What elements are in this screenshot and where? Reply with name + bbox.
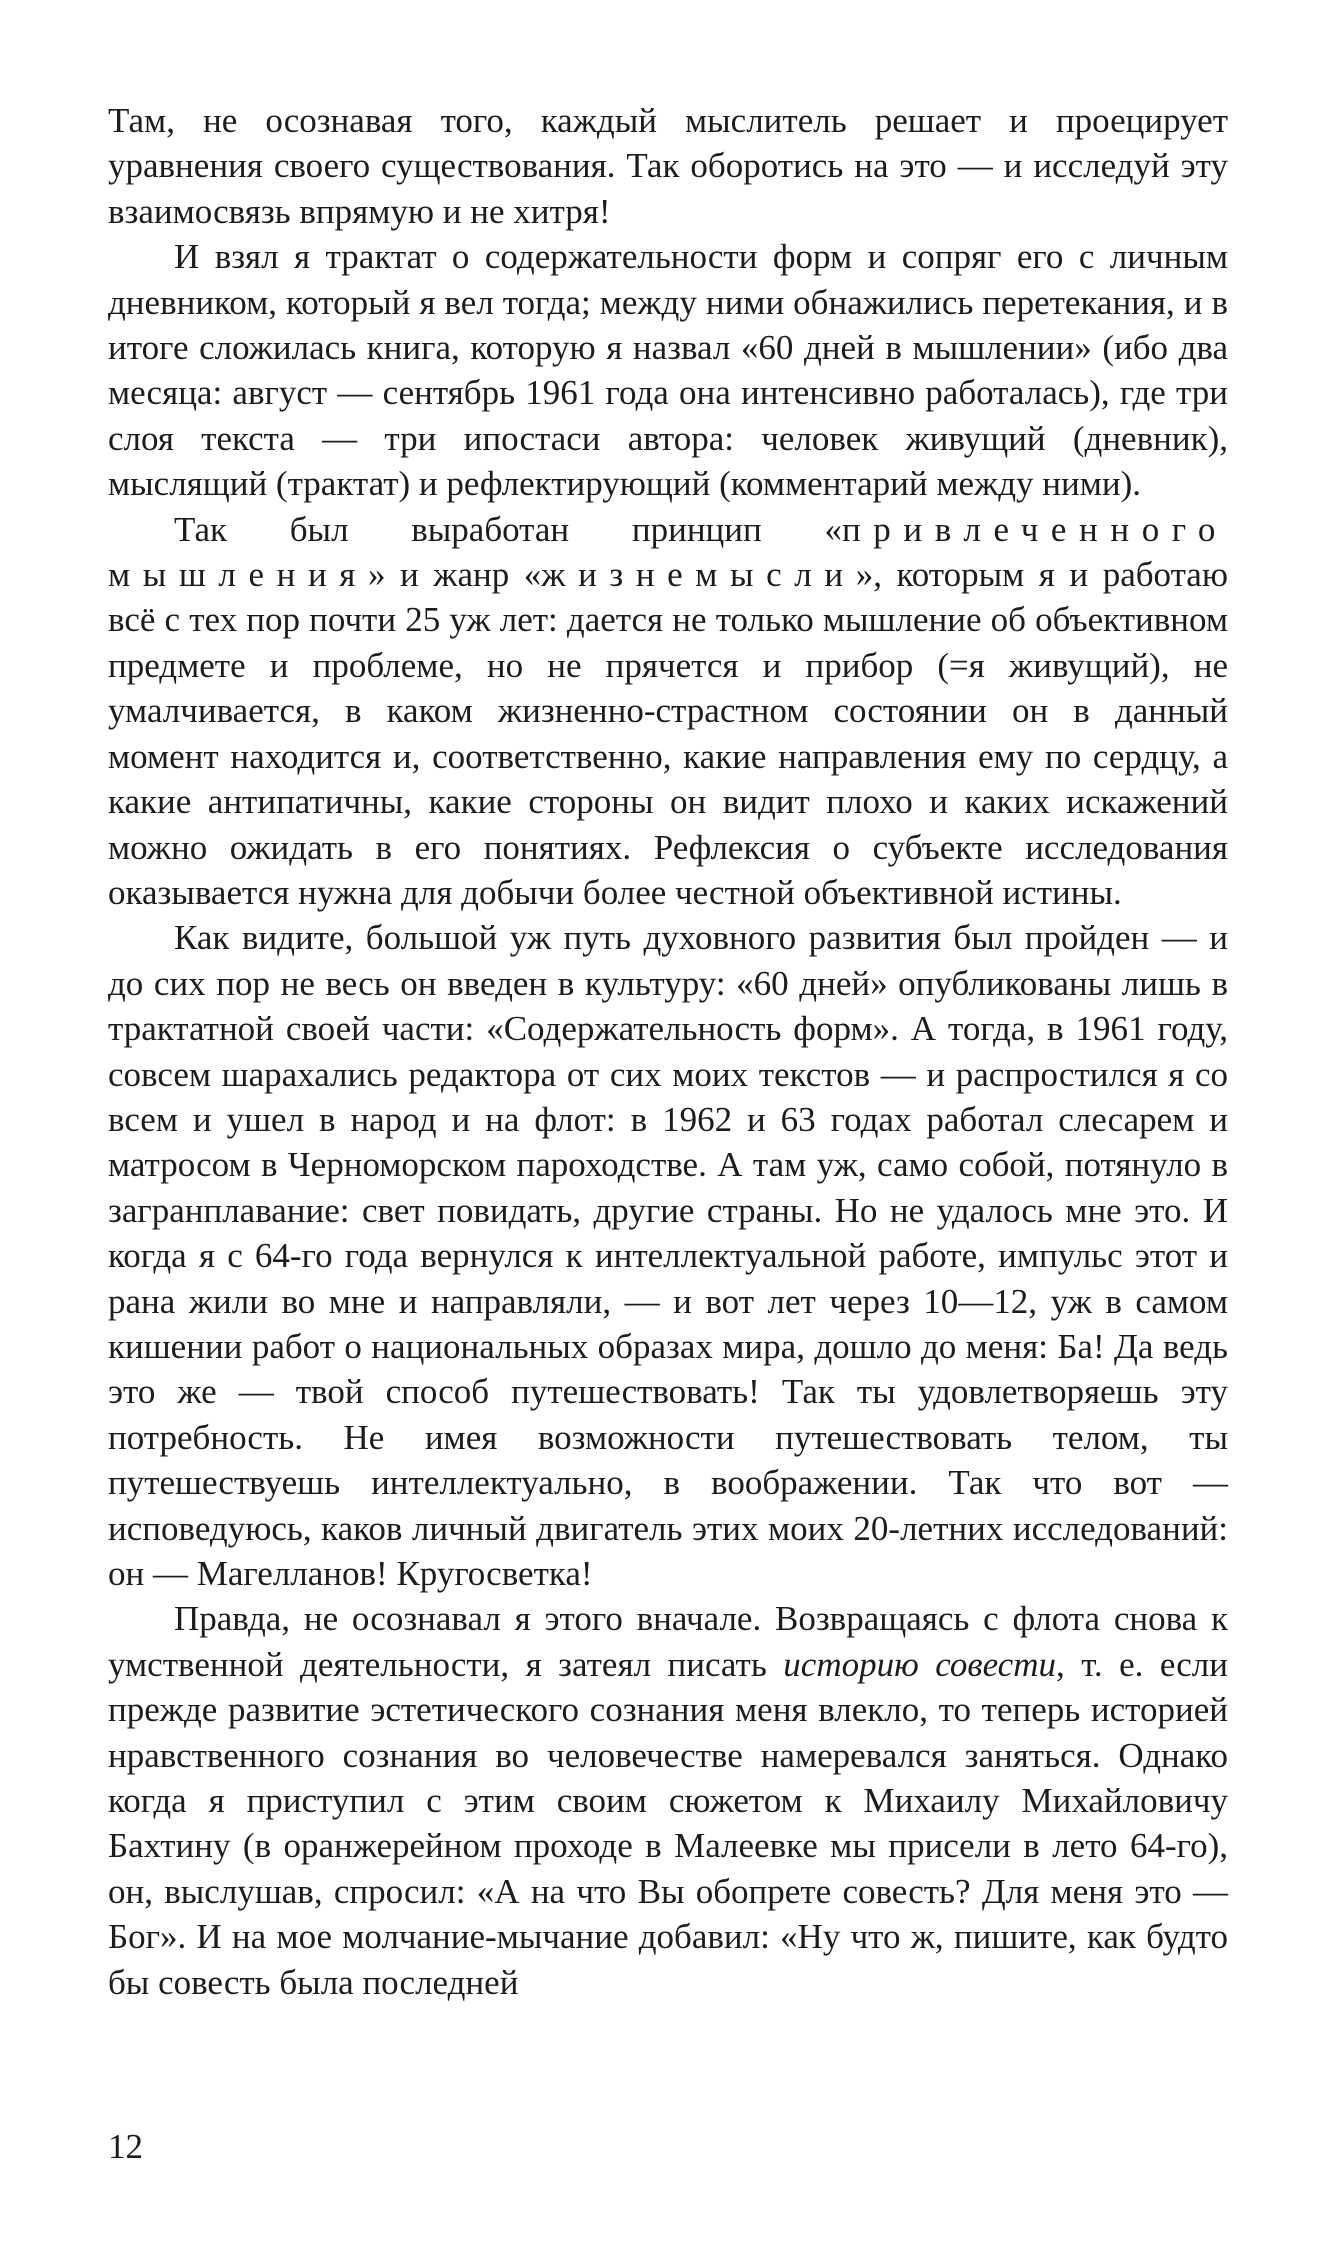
- page-number: 12: [108, 2127, 143, 2166]
- paragraph-1: [108, 98, 1228, 234]
- paragraph-5-text-b: , т. е. если прежде развитие эстетического сознания меня влекло, то теперь историей нравственного сознания во человечестве намеревался заняться. Однако когда я приступил с этим своим сюжетом к Михаилу Михайловичу Бахтину (в оранжерейном проходе в Малеевке мы присели в лето 64-го), он, выслушав, спросил: «А на что Вы обопрете совесть? Для меня это — Бог». И на мое молчание-мычание добавил: «Ну что ж, пишите, как будто бы совесть была последней: [108, 1644, 1228, 2002]
- paragraph-4-text: Как видите, большой уж путь духовного развития был пройден — и до сих пор не весь он введен в культуру: «60 дней» опубликованы лишь в трактатной своей части: «Содержательность форм». А тогда, в 1961 году, совсем шарахались редактора от сих моих текстов — и распростился я со всем и ушел в народ и на флот: в 1962 и 63 годах работал слесарем и матросом в Черноморском пароходстве. А там уж, само собой, потянуло в загранплавание: свет повидать, другие страны. Но не удалось мне это. И когда я с 64-го года вернулся к интеллектуальной работе, импульс этот и рана жили во мне и направляли, — и вот лет через 10—12, уж в самом кишении работ о национальных образах мира, дошло до меня: Ба! Да ведь это же — твой способ путешествовать! Так ты удовлетворяешь эту потребность. Не имея возможности путешествовать телом, ты путешествуешь интеллектуально, в воображении. Так что вот — исповедуюсь, каков личный двигатель этих моих 20-летних исследований: он — Магелланов! Кругосветка!: [108, 918, 1228, 1593]
- italic-term-istoriya-sovesti: историю совести: [783, 1644, 1056, 1684]
- paragraph-3-text-a: Так был выработан принцип «: [174, 509, 842, 549]
- paragraph-1-text: Там, не осознавая того, каждый мыслитель решает и проецирует уравнения своего существования. Так оборотись на это — и исследуй эту взаимосвязь впрямую и не хитря!: [108, 101, 1228, 231]
- spaced-term-privlechennoe-myshlenie: привлеченного мышления: [108, 509, 1228, 595]
- paragraph-5: [108, 1596, 1228, 2005]
- paragraph-3-text-b: » и жанр «: [367, 555, 542, 595]
- paragraph-3-text-c: », которым я и работаю всё с тех пор почти 25 уж лет: дается не только мышление об объективном предмете и проблеме, но не прячется и прибор (=я живущий), не умалчивается, в каком жизненно-страстном состоянии он в данный момент находится и, соответственно, какие направления ему по сердцу, а какие антипатичны, какие стороны он видит плохо и каких искажений можно ожидать в его понятиях. Рефлексия о субъекте исследования оказывается нужна для добычи более честной объективной истины.: [108, 555, 1228, 912]
- paragraph-3: [108, 507, 1228, 916]
- spaced-term-zhiznemysl: жизнемысли: [541, 555, 856, 595]
- paragraph-4: [108, 915, 1228, 1596]
- body-text: [108, 98, 1228, 2005]
- paragraph-5-text-a: Правда, не осознавал я этого вначале. Возвращаясь с флота снова к умственной деятельности, я затеял писать: [108, 1599, 1228, 1684]
- paragraph-2: [108, 234, 1228, 506]
- paragraph-2-text: И взял я трактат о содержательности форм и сопряг его с личным дневником, который я вел тогда; между ними обнажились перетекания, и в итоге сложилась книга, которую я назвал «60 дней в мышлении» (ибо два месяца: август — сентябрь 1961 года она интенсивно работалась), где три слоя текста — три ипостаси автора: человек живущий (дневник), мыслящий (трактат) и рефлектирующий (комментарий между ними).: [108, 237, 1228, 504]
